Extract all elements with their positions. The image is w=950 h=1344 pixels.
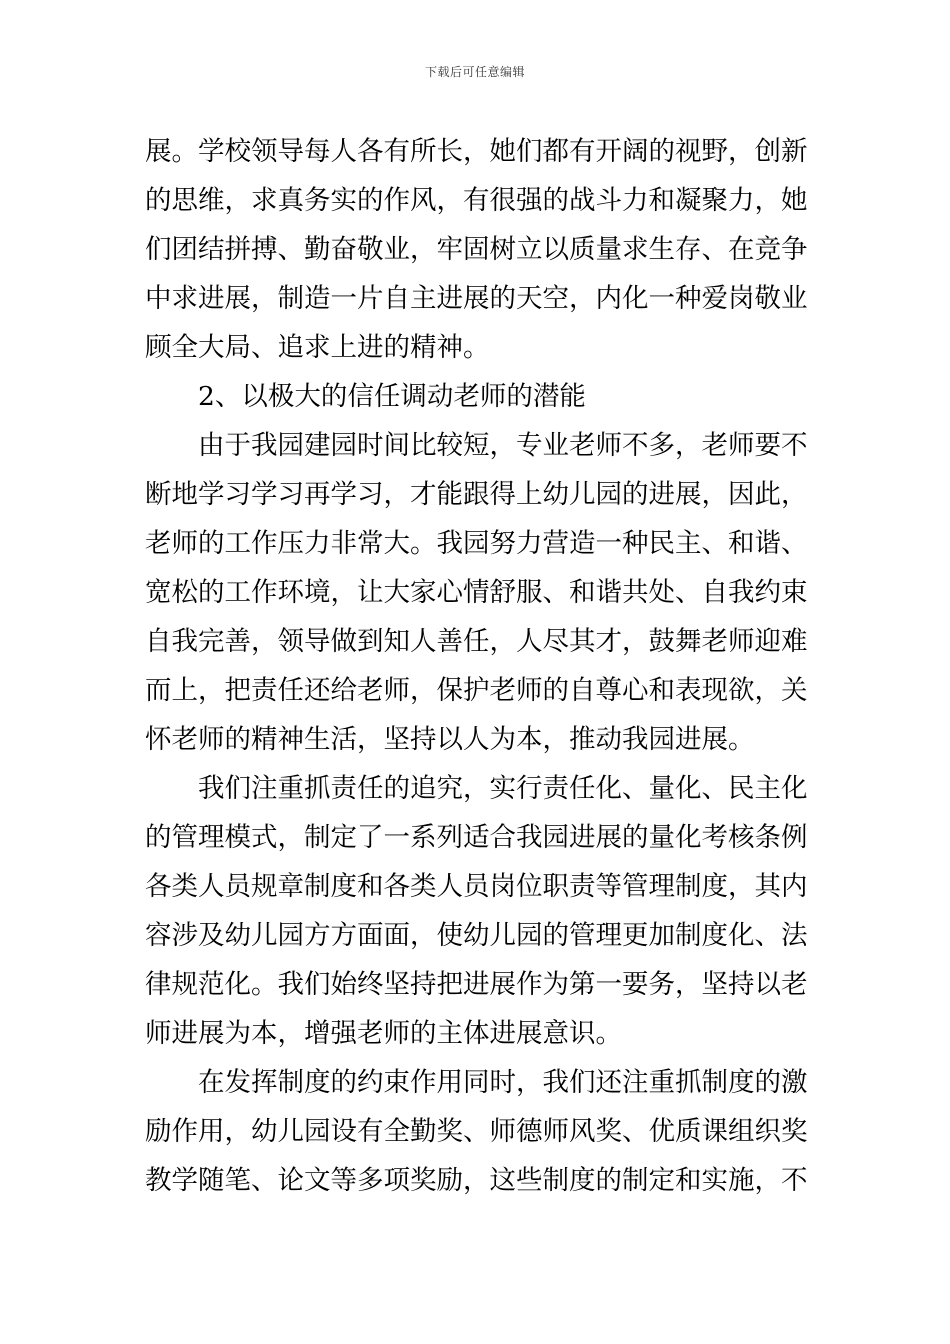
text-line: 的管理模式，制定了一系列适合我园进展的量化考核条例 <box>145 822 808 853</box>
text-line: 断地学习学习再学习，才能跟得上幼儿园的进展，因此， <box>145 479 808 510</box>
text-line: 宽松的工作环境，让大家心情舒服、和谐共处、自我约束 <box>145 577 808 608</box>
document-body <box>145 127 807 1205</box>
text-line: 容涉及幼儿园方方面面，使幼儿园的管理更加制度化、法 <box>145 920 808 951</box>
section-heading: 2、以极大的信任调动老师的潜能 <box>198 381 586 412</box>
text-line: 展。学校领导每人各有所长，她们都有开阔的视野，创新 <box>145 136 808 167</box>
text-line: 怀老师的精神生活，坚持以人为本，推动我园进展。 <box>145 724 755 755</box>
page-header-note: 下载后可任意编辑 <box>424 65 525 79</box>
text-line: 们团结拼搏、勤奋敬业，牢固树立以质量求生存、在竞争 <box>145 234 808 265</box>
text-line: 在发挥制度的约束作用同时，我们还注重抓制度的激 <box>198 1067 808 1098</box>
text-line: 励作用，幼儿园设有全勤奖、师德师风奖、优质课组织奖 <box>145 1116 808 1147</box>
text-line: 顾全大局、追求上进的精神。 <box>145 332 490 363</box>
text-line: 律规范化。我们始终坚持把进展作为第一要务，坚持以老 <box>145 969 808 1000</box>
text-line: 师进展为本，增强老师的主体进展意识。 <box>145 1018 622 1049</box>
text-line: 自我完善，领导做到知人善任，人尽其才，鼓舞老师迎难 <box>145 626 808 657</box>
text-line: 教学随笔、论文等多项奖励，这些制度的制定和实施，不 <box>145 1165 808 1196</box>
text-line: 而上，把责任还给老师，保护老师的自尊心和表现欲，关 <box>145 675 808 706</box>
text-line: 由于我园建园时间比较短，专业老师不多，老师要不 <box>198 430 808 461</box>
text-line: 各类人员规章制度和各类人员岗位职责等管理制度，其内 <box>145 871 808 902</box>
text-line: 中求进展，制造一片自主进展的天空，内化一种爱岗敬业 <box>145 283 808 314</box>
text-line: 老师的工作压力非常大。我园努力营造一种民主、和谐、 <box>145 528 808 559</box>
text-line: 的思维，求真务实的作风，有很强的战斗力和凝聚力，她 <box>145 185 808 216</box>
text-line: 我们注重抓责任的追究，实行责任化、量化、民主化 <box>198 773 808 804</box>
